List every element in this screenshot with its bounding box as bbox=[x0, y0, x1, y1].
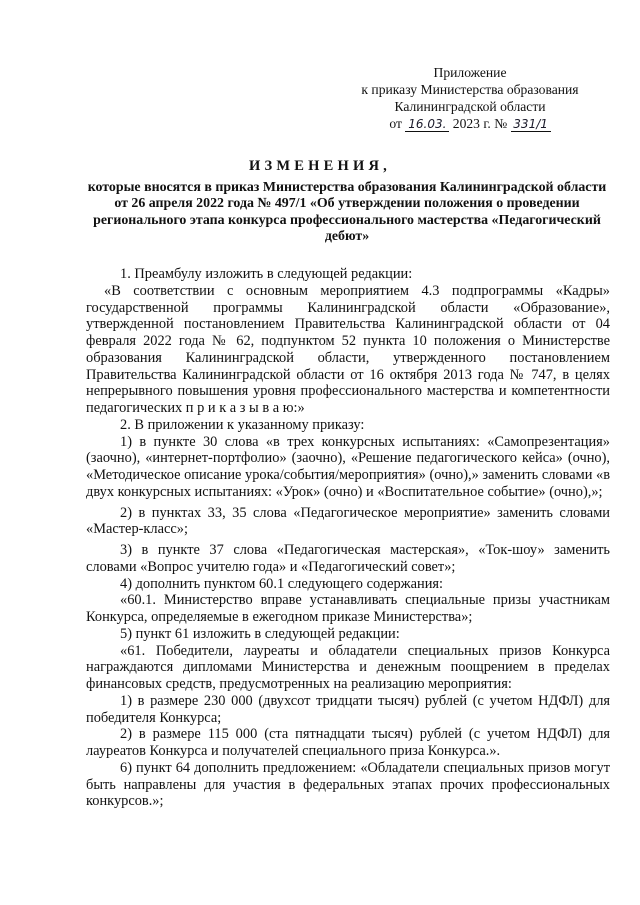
appendix-block bbox=[330, 64, 610, 132]
paragraph-60-1: «60.1. Министерство вправе устанавливать специальные призы участникам Конкурса, определяемые в ежегодном приказе Министерства»; bbox=[86, 592, 610, 625]
paragraph-1: 1. Преамбулу изложить в следующей редакции: bbox=[120, 266, 413, 282]
date-prefix: от bbox=[389, 116, 402, 131]
document-title: ИЗМЕНЕНИЯ, bbox=[249, 158, 391, 174]
handwritten-number: 331/1 bbox=[511, 118, 551, 132]
paragraph-item-6: 6) пункт 64 дополнить предложением: «Обладатели специальных призов могут быть направлены для участия в федеральных этапах прочих профессиональных конкурсов.»; bbox=[86, 759, 610, 810]
appendix-date-line bbox=[330, 115, 610, 132]
paragraph-item-4: 4) дополнить пунктом 60.1 следующего содержания: bbox=[120, 575, 444, 592]
paragraph-61: «61. Победители, лауреаты и обладатели специальных призов Конкурса награждаются дипломами Министерства и денежным поощрением в пределах финансовых средств, предусмотренных на реализацию мероприятия: bbox=[86, 642, 610, 692]
appendix-region: Калининградской области bbox=[394, 99, 546, 114]
document-subtitle: которые вносятся в приказ Министерства образования Калининградской области от 26 апреля 2022 года № 497/1 «Об утверждении положения о проведении регионального этапа конкурса профессионального мастерства «Педагогический дебют» bbox=[87, 180, 607, 245]
document-body bbox=[86, 266, 610, 810]
paragraph-preamble: «В соответствии с основным мероприятием 4.3 подпрограммы «Кадры» государственной программы Калининградской области «Образование», утвержденной постановлением Правительства Калининградской области от 04 февраля 2022 года № 62, подпунктом 52 пункта 10 положения о Министерстве образования Калининградской области, утвержденного постановлением Правительства Калининградской области от 16 октября 2013 года № 747, в целях непрерывного повышения уровня профессионального мастерства и компетентности педагогических п р и к а з ы в а ю:» bbox=[86, 282, 610, 416]
appendix-title: Приложение bbox=[433, 65, 507, 80]
paragraph-61-2: 2) в размере 115 000 (ста пятнадцати тысяч) рублей (с учетом НДФЛ) для лауреатов Конкурса и получателей специального приза Конкурса.». bbox=[86, 726, 610, 759]
paragraph-item-3: 3) в пункте 37 слова «Педагогическая мастерская», «Ток-шоу» заменить словами «Вопрос учителю года» и «Педагогический совет»; bbox=[86, 542, 610, 575]
year-and-number-label: 2023 г. № bbox=[452, 116, 508, 131]
paragraph-61-1: 1) в размере 230 000 (двухсот тридцати тысяч) рублей (с учетом НДФЛ) для победителя Конкурса; bbox=[86, 692, 610, 726]
paragraph-2: 2. В приложении к указанному приказу: bbox=[120, 416, 365, 433]
appendix-order-ref: к приказу Министерства образования bbox=[361, 82, 579, 97]
paragraph-item-1: 1) в пункте 30 слова «в трех конкурсных испытаниях: «Самопрезентация» (заочно), «интернет-портфолио» (заочно), «Решение педагогического кейса» (очно), «Методическое описание урока/события/мероприятия» (очно),» заменить словами «в двух конкурсных испытаниях: «Урок» (очно) и «Воспитательное событие» (очно),»; bbox=[86, 433, 610, 500]
paragraph-item-2: 2) в пунктах 33, 35 слова «Педагогическое мероприятие» заменить словами «Мастер-класс»; bbox=[86, 504, 610, 538]
handwritten-date: 16.03. bbox=[405, 118, 449, 132]
paragraph-item-5: 5) пункт 61 изложить в следующей редакции: bbox=[120, 625, 400, 642]
